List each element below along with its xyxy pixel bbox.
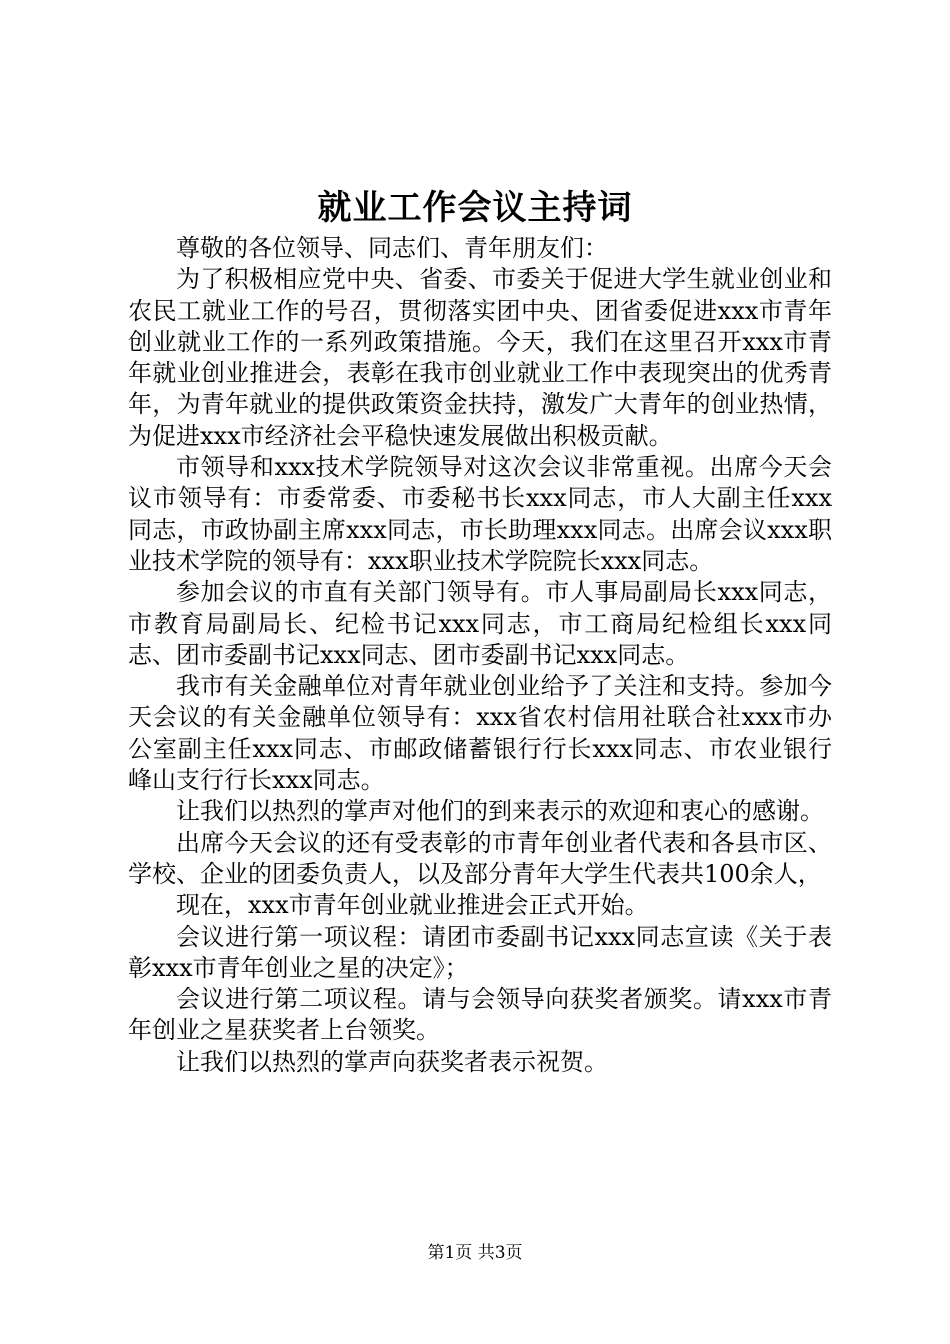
- paragraph-attendees: 出席今天会议的还有受表彰的市青年创业者代表和各县市区、学校、企业的团委负责人，以及部分青年大学生代表共100余人，: [128, 828, 832, 888]
- paragraph-applause: 让我们以热烈的掌声向获奖者表示祝贺。: [176, 1047, 608, 1076]
- document-title: 就业工作会议主持词: [317, 188, 633, 228]
- paragraph-city-leaders: 市领导和xxx技术学院领导对这次会议非常重视。出席今天会议市领导有：市委常委、市委秘书长xxx同志，市人大副主任xxx同志，市政协副主席xxx同志，市长助理xxx同志。出席会议xxx职业技术学院的领导有：xxx职业技术学院院长xxx同志。: [128, 453, 832, 575]
- paragraph-salutation: 尊敬的各位领导、同志们、青年朋友们：: [176, 234, 608, 262]
- paragraph-opening: 现在，xxx市青年创业就业推进会正式开始。: [176, 891, 649, 920]
- paragraph-finance-leaders: 我市有关金融单位对青年就业创业给予了关注和支持。参加今天会议的有关金融单位领导有：xxx省农村信用社联合社xxx市办公室副主任xxx同志、市邮政储蓄银行行长xxx同志、市农业银行峰山支行行长xxx同志。: [128, 672, 832, 795]
- paragraph-agenda-2: 会议进行第二项议程。请与会领导向获奖者颁奖。请xxx市青年创业之星获奖者上台领奖。: [128, 985, 832, 1045]
- paragraph-department-leaders: 参加会议的市直有关部门领导有。市人事局副局长xxx同志，市教育局副局长、纪检书记xxx同志，市工商局纪检组长xxx同志、团市委副书记xxx同志、团市委副书记xxx同志。: [128, 578, 832, 669]
- paragraph-purpose: 为了积极相应党中央、省委、市委关于促进大学生就业创业和农民工就业工作的号召，贯彻落实团中央、团省委促进xxx市青年创业就业工作的一系列政策措施。今天，我们在这里召开xxx市青年就业创业推进会，表彰在我市创业就业工作中表现突出的优秀青年，为青年就业的提供政策资金扶持，激发广大青年的创业热情，为促进xxx市经济社会平稳快速发展做出积极贡献。: [128, 265, 832, 450]
- paragraph-agenda-1: 会议进行第一项议程：请团市委副书记xxx同志宣读《关于表彰xxx市青年创业之星的决定》；: [128, 922, 832, 982]
- document-body: [128, 233, 832, 1078]
- paragraph-welcome: 让我们以热烈的掌声对他们的到来表示的欢迎和衷心的感谢。: [176, 797, 824, 826]
- page-footer: 第1页 共3页: [427, 1243, 523, 1263]
